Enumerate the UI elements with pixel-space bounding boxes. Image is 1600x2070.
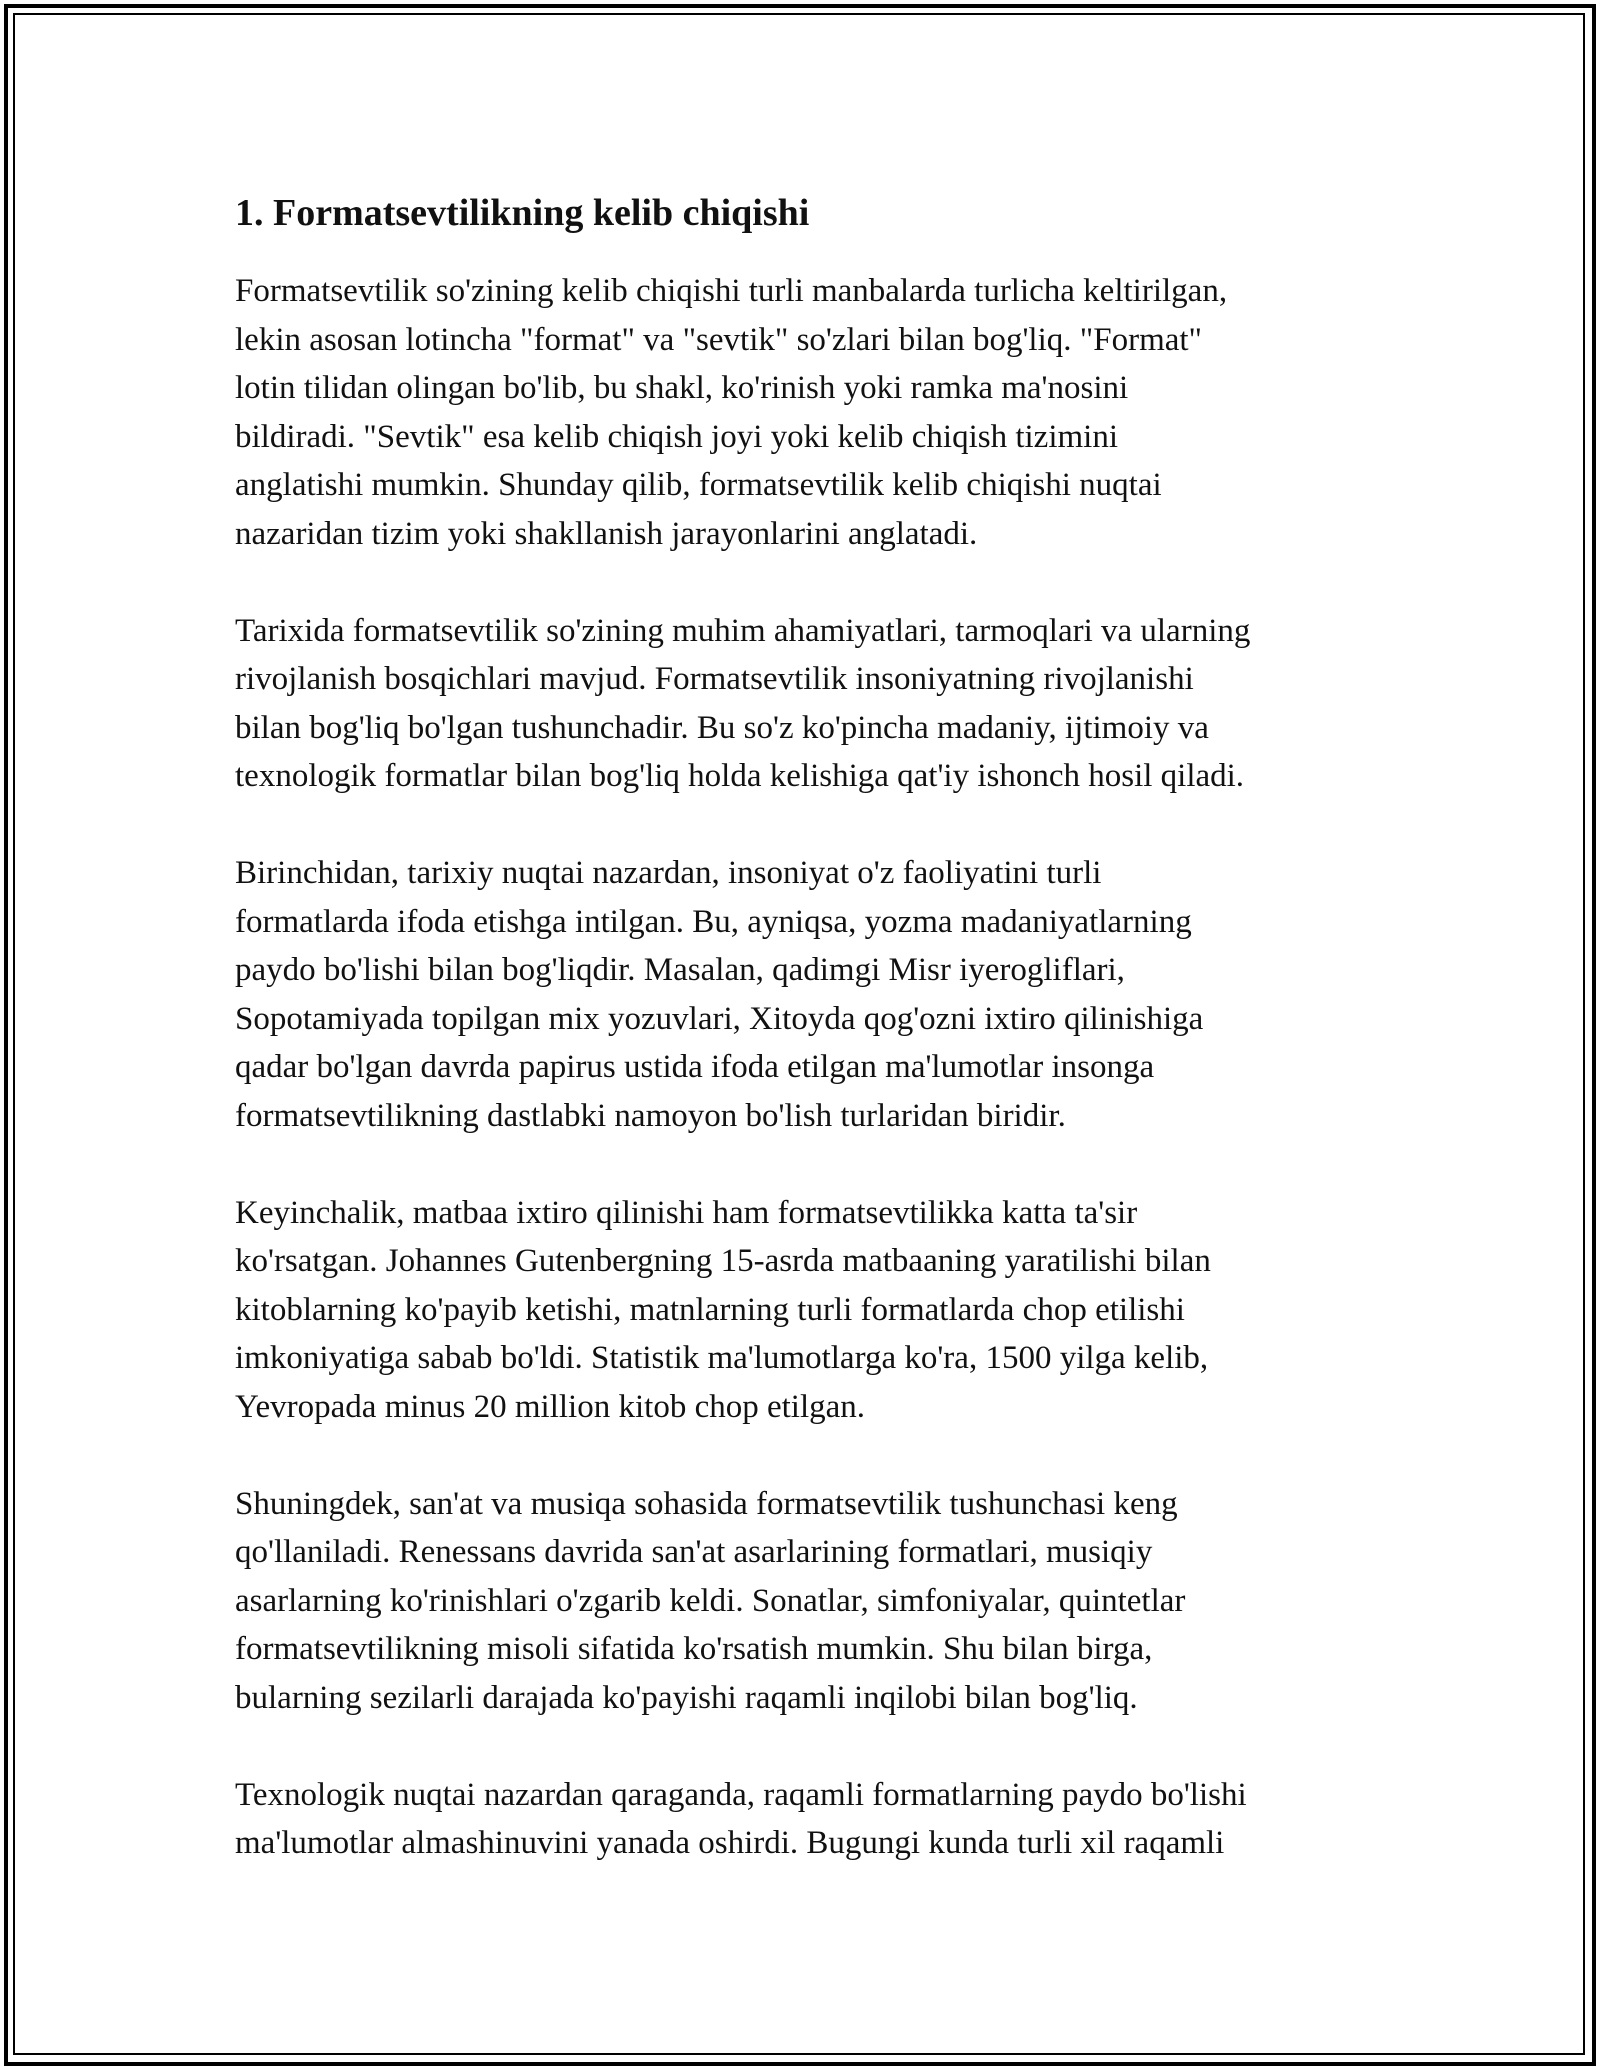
paragraph-technology: Texnologik nuqtai nazardan qaraganda, raqamli formatlarning paydo bo'lishi ma'lumotlar almashinuvini yanada oshirdi. Bugungi kunda turli xil raqamli xyxy=(235,1776,1247,1861)
paragraph-art-music: Shuningdek, san'at va musiqa sohasida formatsevtilik tushunchasi keng qo'llaniladi. Renessans davrida san'at asarlarining formatlari, musiqiy asarlarning ko'rinishlari o'zgarib keldi. Sonatlar, simfoniyalar, quintetlar formatsevtilikning misoli sifatida ko'rsatish mumkin. Shu bilan birga, bularning sezilarli darajada ko'payishi raqamli inqilobi bilan bog'liq. xyxy=(235,1485,1186,1716)
section-heading: 1. Formatsevtilikning kelib chiqishi xyxy=(235,192,810,234)
paragraph-writing: Birinchidan, tarixiy nuqtai nazardan, insoniyat o'z faoliyatini turli formatlarda ifoda etishga intilgan. Bu, ayniqsa, yozma madaniyatlarning paydo bo'lishi bilan bog'liqdir. Masalan, qadimgi Misr iyerogliflari, Sopotamiyada topilgan mix yozuvlari, Xitoyda qog'ozni ixtiro qilinishiga qadar bo'lgan davrda papirus ustida ifoda etilgan ma'lumotlar insonga formatsevtilikning dastlabki namoyon bo'lish turlaridan biridir. xyxy=(235,855,1204,1134)
paragraph-history: Tarixida formatsevtilik so'zining muhim ahamiyatlari, tarmoqlari va ularning rivojlanish bosqichlari mavjud. Formatsevtilik insoniyatning rivojlanishi bilan bog'liq bo'lgan tushunchadir. Bu so'z ko'pincha madaniy, ijtimoiy va texnologik formatlar bilan bog'liq holda kelishiga qat'iy ishonch hosil qiladi. xyxy=(235,612,1251,794)
document-body xyxy=(235,185,1375,1916)
paragraph-printing: Keyinchalik, matbaa ixtiro qilinishi ham formatsevtilikka katta ta'sir ko'rsatgan. Johannes Gutenbergning 15-asrda matbaaning yaratilishi bilan kitoblarning ko'payib ketishi, matnlarning turli formatlarda chop etilishi imkoniyatiga sabab bo'ldi. Statistik ma'lumotlarga ko'ra, 1500 yilga kelib, Yevropada minus 20 million kitob chop etilgan. xyxy=(235,1194,1211,1425)
paragraph-origin: Formatsevtilik so'zining kelib chiqishi turli manbalarda turlicha keltirilgan, lekin asosan lotincha "format" va "sevtik" so'zlari bilan bog'liq. "Format" lotin tilidan olingan bo'lib, bu shakl, ko'rinish yoki ramka ma'nosini bildiradi. "Sevtik" esa kelib chiqish joyi yoki kelib chiqish tizimini anglatishi mumkin. Shunday qilib, formatsevtilik kelib chiqishi nuqtai nazaridan tizim yoki shakllanish jarayonlarini anglatadi. xyxy=(235,273,1228,552)
